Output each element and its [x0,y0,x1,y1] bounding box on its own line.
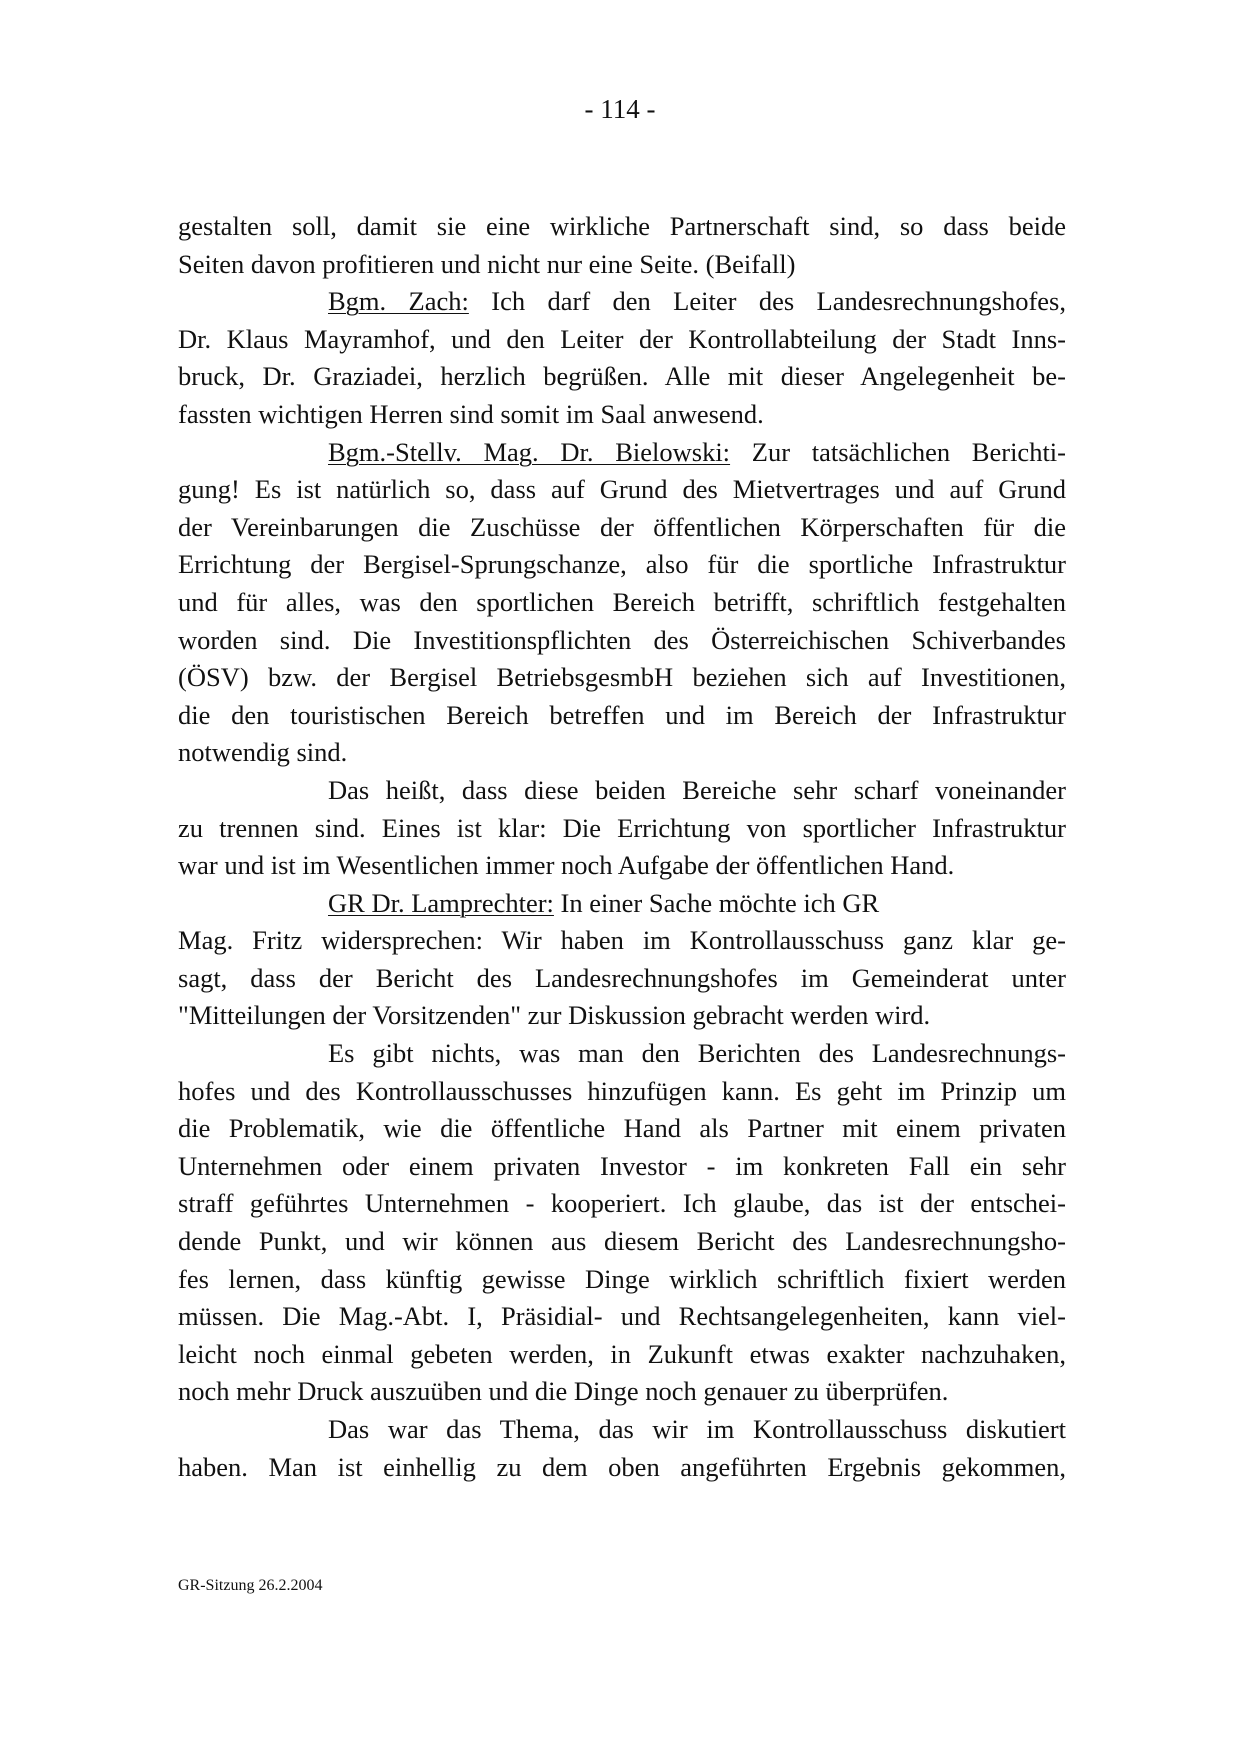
text-line [178,960,1066,998]
text-line [178,358,1066,396]
text-line [178,922,1066,960]
text-line [178,1373,1066,1411]
text-line [178,1336,1066,1374]
line-text: fassten wichtigen Herren sind somit im Saal anwesend. [178,398,764,429]
text-line [178,810,1066,848]
text-line [178,1298,1066,1336]
text-line [178,246,1066,284]
text-line [178,509,1066,547]
text-line [178,1449,1066,1487]
line-text: (ÖSV) bzw. der Bergisel BetriebsgesmbH beziehen sich auf Investitionen, [178,662,1066,693]
line-text: die den touristischen Bereich betreffen und im Bereich der Infrastruktur [178,699,1066,730]
text-line [178,659,1066,697]
line-text: Dr. Klaus Mayramhof, und den Leiter der Kontrollabteilung der Stadt Inns- [178,323,1066,354]
speaker-line [178,885,1066,923]
text-line [178,697,1066,735]
text-line [178,997,1066,1035]
text-line [178,1110,1066,1148]
text-line [178,734,1066,772]
line-text: bruck, Dr. Graziadei, herzlich begrüßen. Alle mit dieser Angelegenheit be- [178,361,1066,392]
speaker-line [178,434,1066,472]
text-line [178,471,1066,509]
line-text: straff geführtes Unternehmen - kooperiert. Ich glaube, das ist der entschei- [178,1188,1066,1219]
text-line [178,1148,1066,1186]
text-line [178,584,1066,622]
line-text: hofes und des Kontrollausschusses hinzufügen kann. Es geht im Prinzip um [178,1075,1066,1106]
line-text: Mag. Fritz widersprechen: Wir haben im Kontrollausschuss ganz klar ge- [178,925,1066,956]
speaker-name: Bgm. Zach: [328,286,469,317]
text-line [178,208,1066,246]
text-line [178,1073,1066,1111]
line-text: sagt, dass der Bericht des Landesrechnungshofes im Gemeinderat unter [178,962,1066,993]
line-text: Ich darf den Leiter des Landesrechnungshofes, [468,286,1066,317]
line-text: und für alles, was den sportlichen Bereich betrifft, schriftlich festgehalten [178,586,1066,617]
line-text: der Vereinbarungen die Zuschüsse der öffentlichen Körperschaften für die [178,511,1066,542]
line-text: In einer Sache möchte ich GR [553,887,880,918]
speaker-name: Bgm.-Stellv. Mag. Dr. Bielowski: [328,436,731,467]
text-line [178,847,1066,885]
line-text: worden sind. Die Investitionspflichten des Österreichischen Schiverbandes [178,624,1066,655]
line-text: Errichtung der Bergisel-Sprungschanze, also für die sportliche Infrastruktur [178,549,1066,580]
line-text: leicht noch einmal gebeten werden, in Zukunft etwas exakter nachzuhaken, [178,1338,1066,1369]
line-text: gestalten soll, damit sie eine wirkliche Partnerschaft sind, so dass beide [178,211,1066,241]
line-text: die Problematik, wie die öffentliche Hand als Partner mit einem privaten [178,1113,1066,1144]
text-line [178,546,1066,584]
line-text: Seiten davon profitieren und nicht nur eine Seite. (Beifall) [178,248,796,279]
line-text: haben. Man ist einhellig zu dem oben angeführten Ergebnis gekommen, [178,1451,1066,1482]
text-line [178,1261,1066,1299]
line-text: zu trennen sind. Eines ist klar: Die Errichtung von sportlicher Infrastruktur [178,812,1066,843]
text-line [178,1411,1066,1449]
speaker-name: GR Dr. Lamprechter: [328,887,554,918]
text-line [178,1223,1066,1261]
line-text: Das heißt, dass diese beiden Bereiche sehr scharf voneinander [328,774,1066,805]
line-text: dende Punkt, und wir können aus diesem Bericht des Landesrechnungsho- [178,1226,1066,1257]
body-text [178,208,1066,1486]
footer-session-date: GR-Sitzung 26.2.2004 [178,1577,323,1594]
line-text: notwendig sind. [178,737,348,768]
line-text: noch mehr Druck auszuüben und die Dinge noch genauer zu überprüfen. [178,1376,949,1407]
text-line [178,396,1066,434]
text-line [178,1035,1066,1073]
line-text: müssen. Die Mag.-Abt. I, Präsidial- und Rechtsangelegenheiten, kann viel- [178,1301,1066,1332]
line-text: "Mitteilungen der Vorsitzenden" zur Diskussion gebracht werden wird. [178,1000,931,1031]
text-line [178,1185,1066,1223]
line-text: gung! Es ist natürlich so, dass auf Grund des Mietvertrages und auf Grund [178,474,1066,505]
page-number: - 114 - [584,94,656,124]
line-text: fes lernen, dass künftig gewisse Dinge wirklich schriftlich fixiert werden [178,1263,1066,1294]
line-text: Das war das Thema, das wir im Kontrollausschuss diskutiert [328,1414,1066,1444]
speaker-line [178,283,1066,321]
text-line [178,772,1066,810]
line-text: war und ist im Wesentlichen immer noch Aufgabe der öffentlichen Hand. [178,850,955,881]
line-text: Unternehmen oder einem privaten Investor - im konkreten Fall ein sehr [178,1150,1066,1181]
line-text: Es gibt nichts, was man den Berichten des Landesrechnungs- [328,1038,1066,1069]
text-line [178,321,1066,359]
line-text: Zur tatsächlichen Berichti- [730,436,1066,467]
text-line [178,622,1066,660]
